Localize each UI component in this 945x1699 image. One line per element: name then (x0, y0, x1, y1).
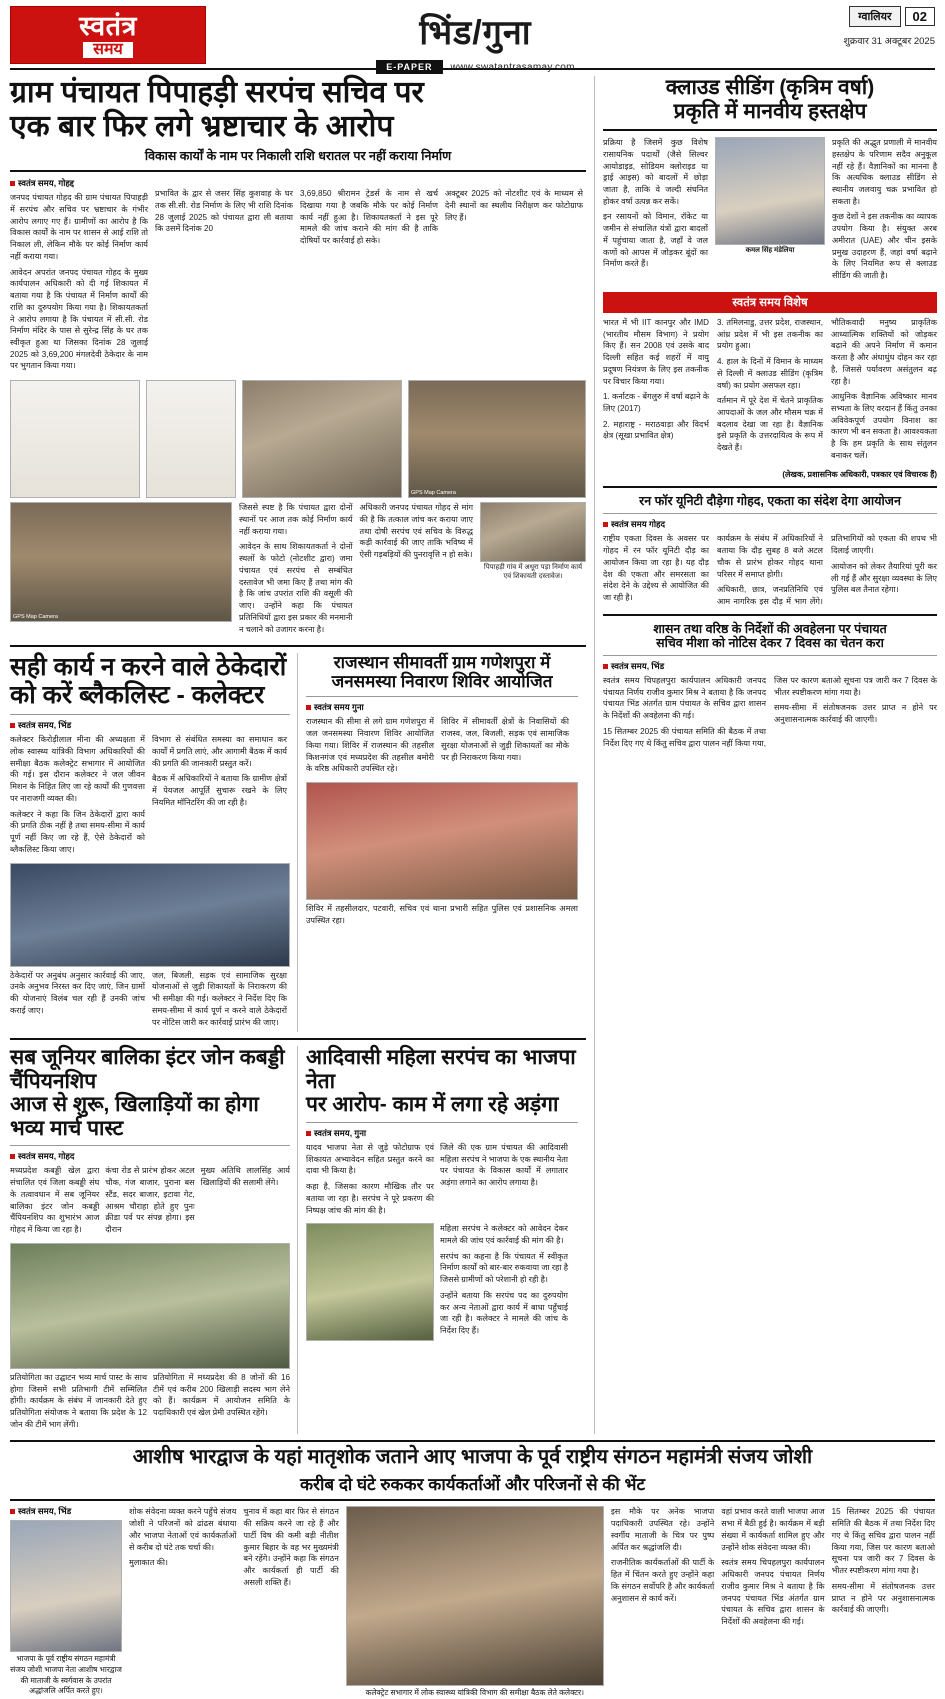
story2-byline-text: स्वतंत्र समय, भिंड (18, 720, 72, 731)
bottom-col3 (611, 1506, 714, 1699)
story5-para-5: सरपंच का कहना है कि पंचायत में स्वीकृत निर्माण कार्यों को बार-बार रुकवाया जा रहा है जिससे ग्रामीणों को परेशानी हो रही है। (440, 1251, 568, 1285)
right3-headline-line2: सचिव मीशा को नोटिस देकर 7 दिवस का चेतन करा (656, 635, 884, 650)
bullet-icon (603, 664, 608, 669)
lead-text-col2 (155, 188, 293, 235)
story2-para-1: कलेक्टर किरोड़ीलाल मीना की अध्यक्षता में लोक स्वास्थ्य यांत्रिकी विभाग अधिकारियों की समीक्षा बैठक कलेक्ट्रेट सभागार में आयोजित की गई। इस दौरान कलेक्टर ने जल जीवन मिशन के निहित लिए जा रहे कार्यों की गुणवत्ता पर नाराजगी व्यक्त की। (10, 735, 145, 803)
right3-para-1: स्वतंत्र समय चिपहलपुरा कार्यपालन अधिकारी जनपद पंचायत निर्णय राजीव कुमार मिश्र ने बताया है कि जनपद पंचायत भिंड अंतर्गत ग्राम पंचायत के सचिव द्वारा शासन के निर्देशों की अवहेलना की गई। (603, 675, 766, 721)
story2-col1 (10, 734, 145, 859)
bottom-para-8: समय-सीमा में संतोषजनक उत्तर प्राप्त न होने पर अनुशासनात्मक कार्रवाई की जाएगी। (831, 1581, 935, 1615)
story3-para-3: शिविर में तहसीलदार, पटवारी, सचिव एवं थाना प्रभारी सहित पुलिस एवं प्रशासनिक अमला उपस्थित रहा। (306, 904, 578, 925)
right3-body (603, 675, 937, 749)
lead-para-5: अक्टूबर 2025 को नोटशीट एवं के माध्यम से देनी स्थानों का स्थलीय निरीक्षण कर फोटोग्राफ लिए हैं। (445, 189, 583, 222)
article-cloud-seeding (603, 76, 937, 480)
story2-para-4: बैठक में अधिकारियों ने बताया कि ग्रामीण क्षेत्रों में पेयजल आपूर्ति सुचारू रखने के लिए नियमित मॉनिटरिंग की जा रही है। (152, 774, 287, 807)
right2-body (603, 533, 937, 607)
story4-photo-players (10, 1243, 290, 1369)
right-para-11: भौतिकवादी मनुष्य प्राकृतिक आध्यात्मिक शक्तियों को जोड़कर बढ़ाने की अपने निर्माण में कमान करता है और अंधाधुंध दोहन कर रहा है, जिससे पर्यावरण असंतुलन बढ़ रहा है। (831, 317, 937, 386)
story4-col5 (153, 1372, 290, 1435)
lead-headline-line2: एक बार फिर लगे भ्रष्टाचार के आरोप (10, 109, 394, 143)
right2-para-4: आयोजन को लेकर तैयारियां पूरी कर ली गई हैं और सुरक्षा व्यवस्था के लिए पुलिस बल तैनात रहेगा। (831, 561, 937, 595)
story2-headline-line2: को करें ब्लैकलिस्ट - कलेक्टर (10, 681, 265, 710)
lead-photo-site (408, 380, 586, 498)
story2-col4 (152, 970, 287, 1033)
bottom-caption-mid: मुलाकात की। (129, 1558, 168, 1568)
bottom-col5 (832, 1506, 935, 1699)
right2-para-2: कार्यक्रम के संबंध में अधिकारियों ने बताया कि दौड़ सुबह 8 बजे अटल चौक से प्रारंभ होकर गोहद थाना परिसर में समाप्त होगी। (717, 534, 823, 579)
lead-text-col3 (300, 188, 438, 247)
newspaper-page (0, 6, 945, 1698)
bullet-icon (10, 1154, 15, 1159)
story5-para-2: कहा है, जिसका कारण मौखिक तौर पर बताया जा रहा है। सरपंच ने पूरे प्रकरण की निष्पक्ष जांच की मांग की है। (306, 1182, 434, 1215)
story5-col2 (440, 1142, 568, 1220)
story4-col1 (10, 1165, 99, 1239)
right3-byline (603, 661, 937, 672)
lead-para-6: जिससे स्पष्ट है कि पंचायत द्वारा दोनों स्थानों पर आज तक कोई निर्माण कार्य नहीं कराया गया। (239, 503, 353, 536)
masthead (10, 6, 935, 73)
story5-byline-text: स्वतंत्र समय, गुना (314, 1127, 367, 1138)
bottom-content (10, 1506, 935, 1699)
bottom-photo-left (10, 1520, 122, 1652)
story5-para-3: जिले की एक ग्राम पंचायत की आदिवासी महिला सरपंच ने भाजपा के एक स्थानीय नेता पर पंचायत के विकास कार्यों में लगातार अड़ंगा लगाने का आरोप लगाया है। (440, 1142, 568, 1188)
left-column (10, 76, 586, 1434)
lead-text-col4 (445, 188, 583, 223)
right3-byline-text: स्वतंत्र समय, भिंड (611, 660, 665, 671)
bullet-icon (306, 1131, 311, 1136)
bottom-subhead: करीब दो घंटे रुककर कार्यकर्ताओं और परिजनों से की भेंट (299, 1475, 646, 1495)
right3-columns (603, 675, 937, 749)
issue-date: शुक्रवार 31 अक्टूबर 2025 (843, 36, 935, 47)
epaper-bar (206, 60, 745, 74)
bottom-para-2: चुनाव में कहा बार फिर से संगठन की सक्रिय करने जा रहे हैं और पार्टी विष की कमी बड़ी नीतीश कुमार बिहार के वह भर मुख्यमंत्री बने रहेंगे। उन्होंने कहा कि संगठन और कार्यकर्ता ही पार्टी की असली शक्ति हैं। (243, 1507, 339, 1587)
story3-byline (306, 702, 578, 713)
author-credit: (लेखक, प्रशासनिक अधिकारी, पत्रकार एवं विचारक हैं) (782, 469, 937, 479)
story3-headline: राजस्थान सीमावर्ती ग्राम गणेशपुरा में जनसमस्या निवारण शिविर आयोजित (331, 653, 553, 692)
right-body-columns (603, 317, 937, 466)
article-run-for-unity (603, 494, 937, 607)
page-content (10, 76, 935, 1434)
story-sarpanch (306, 1046, 578, 1434)
lead-para-1: जनपद पंचायत गोहद की ग्राम पंचायत पिपाहड़ी में सरपंच और सचिव पर भ्रष्टाचार के गंभीर आरोप लगाए गए हैं। ग्रामीणों का आरोप है कि विकास कार्यों के नाम पर शासन से आई राशि तो निकाल ली, लेकिन मौके पर कोई निर्माण कार्य नहीं कराया गया। (10, 193, 148, 261)
story2-byline (10, 720, 290, 731)
story2-para-5: ठेकेदारों पर अनुबंध अनुसार कार्रवाई की जाए, उनके अनुभव निरस्त कर दिए जाएं, जिन ग्रामों की योजनाएं विलंब चल रही हैं उनकी जांच कराई जाए। (10, 970, 145, 1015)
bottom-col4 (721, 1506, 824, 1699)
masthead-right (745, 6, 935, 68)
logo-sub-text: समय (83, 42, 133, 58)
right2-columns (603, 533, 937, 607)
bottom-para-1: शोक संवेदना व्यक्त करने पहुँचे संजय जोशी ने परिजनों को ढांढस बंधाया और भाजपा नेताओं एवं कार्यकर्ताओं से करीब दो घंटे तक चर्चा की। (129, 1507, 237, 1552)
bullet-icon (10, 1509, 15, 1514)
logo-main-text: स्वतंत्र (79, 10, 137, 41)
right-para-8: 3. तमिलनाडु, उत्तर प्रदेश, राजस्थान, आंध्र प्रदेश में भी इस तकनीक का प्रयोग हुआ। (717, 317, 823, 351)
story5-headline-line1: आदिवासी महिला सरपंच का भाजपा नेता (306, 1046, 576, 1093)
story4-col4 (10, 1372, 147, 1435)
bottom-para-7: 15 सितम्बर 2025 की पंचायत समिति की बैठक में तथा निर्देश दिए गए थे किंतु सचिव द्वारा पालन नहीं किया गया, जिस पर कारण बताओ सूचना पत्र जारी कर 7 दिवस के भीतर स्पष्टीकरण मांगा गया है। (831, 1507, 935, 1576)
story2-para-3: विभाग से संबंधित समस्या का समाधान कर कार्यों में प्रगति लाएं, और आगामी बैठक में कार्य की प्रगति की जानकारी प्रस्तुत करें। (152, 735, 287, 768)
story2-col2 (152, 734, 287, 859)
story-camp (306, 653, 578, 1032)
story5-headline-line2: पर आरोप- काम में लगा रहे अड़ंगा (306, 1093, 559, 1117)
bullet-icon (10, 181, 15, 186)
bullet-icon (306, 705, 311, 710)
bottom-col1 (129, 1506, 236, 1699)
right3-headline-line1: शासन तथा वरिष्ठ के निर्देशों की अवहेलना पर पंचायत (653, 621, 887, 636)
story4-byline (10, 1151, 290, 1162)
bottom-para-4: राजनीतिक कार्यकर्ताओं की पार्टी के हित में चिंतन करते हुए उन्होंने कहा कि संगठन सर्वोपरि है और कार्यकर्ता अनुशासन से कार्य करें। (610, 1558, 715, 1603)
story2-para-6: जल, बिजली, सड़क एवं सामाजिक सुरक्षा योजनाओं से जुड़ी शिकायतों के निराकरण की भी समीक्षा की गई। कलेक्टर ने निर्देश दिए कि समय-सीमा में कार्य पूर्ण न करने वाले ठेकेदारों पर नोटिस जारी कर कार्रवाई प्रारंभ की जाए। (152, 970, 287, 1027)
story2-photo-meeting (10, 863, 290, 967)
bottom-para-6: स्वतंत्र समय चिपहलपुरा कार्यपालन अधिकारी जनपद पंचायत निर्णय राजीव कुमार मिश्र ने बताया है कि जनपद पंचायत भिंड अंतर्गत ग्राम पंचायत के सचिव द्वारा शासन के निर्देशों की अवहेलना की गई। (721, 1558, 825, 1627)
story3-col1 (306, 716, 434, 779)
author-name: कमल सिंह मंडेलिया (745, 247, 795, 255)
right-col3 (832, 137, 937, 286)
story2-headline-line1: सही कार्य न करने वाले ठेकेदारों (10, 653, 287, 682)
lead-text-col6 (360, 502, 474, 561)
right-para-12: आधुनिक वैज्ञानिक अविष्कार मानव सभ्यता के लिए वरदान हैं किंतु उनका अविवेकपूर्ण उपयोग विनाश का कारण भी बन सकता है। आवश्यकता है कि हम प्रकृति के साथ संतुलन बनाकर चलें। (831, 392, 937, 460)
lead-byline (10, 178, 148, 189)
lead-para-4: 3,69,850 श्रीरामन ट्रेडर्स के नाम से खर्च दिखाया गया है जबकि मौके पर कोई निर्माण कार्य नहीं हुआ है। शिकायतकर्ता ने इस पूरे मामले की जांच कराने की मांग की है ताकि दोषियों पर कार्रवाई हो सके। (300, 189, 438, 246)
author-photo (715, 137, 825, 245)
masthead-center (206, 6, 745, 73)
city-label: ग्वालियर (849, 6, 900, 27)
story4-col3 (201, 1165, 290, 1239)
story3-para-2: शिविर में सीमावर्ती क्षेत्रों के निवासियों की राजस्व, जल, बिजली, सड़क एवं सामाजिक सुरक्षा योजनाओं से जुड़ी शिकायतों का मौके पर ही निराकरण किया गया। (441, 717, 569, 762)
right-headline-line1: क्लाउड सीडिंग (कृत्रिम वर्षा) (665, 76, 875, 99)
right-para-4: कुछ देशों ने इस तकनीक का व्यापक उपयोग किया है। संयुक्त अरब अमीरात (UAE) और चीन इसके प्रमुख उदाहरण हैं, जहां वर्षा बढ़ाने के लिए नियमित रूप से क्लाउड सीडिंग की जाती है। (832, 212, 937, 281)
story5-para-4: महिला सरपंच ने कलेक्टर को आवेदन देकर मामले की जांच एवं कार्रवाई की मांग की है। (440, 1224, 568, 1245)
story4-para-1: मध्यप्रदेश कबड्डी खेल द्वारा संचालित एवं जिला कबड्डी संघ के तत्वावधान में सब जूनियर बालिका इंटर जोन कबड्डी चैंपियनशिप का शुभारंभ आज गोहद में किया जा रहा है। (10, 1166, 100, 1235)
story4-para-5: प्रतियोगिता में मध्यप्रदेश की 8 जोनों की 16 टीमें एवं करीब 200 खिलाड़ी सदस्य भाग लेने को हैं। कार्यक्रम में आयोजन समिति के पदाधिकारी एवं खेल प्रेमी उपस्थित रहेंगे। (153, 1372, 290, 1417)
story4-headline-line2: आज से शुरू, खिलाड़ियों का होगा भव्य मार्च पास्ट (10, 1093, 259, 1140)
bottom-photo-center (346, 1506, 604, 1686)
lead-para-2: आवेदन अपरांत जनपद पंचायत गोहद के मुख्य कार्यपालन अधिकारी को दी गई शिकायत में बताया गया है कि पंचायत में निर्माण कार्यों की राशि का दुरुपयोग किया गया है। शिकायतकर्ता ने आरोप लगाया है कि पंचायत में सी.सी. रोड निर्माण मंदिर के पास से सुरेन्द्र सिंह के घर तक स्वीकृत हुआ था जिसका दिनांक 28 जुलाई 2025 को 3,69,200 मंगलदेवी ठेकेदार के नाम पर भुगतान किया गया। (10, 267, 148, 371)
right-para-2: इन रसायनों को विमान, रॉकेट या जमीन से संचालित यंत्रों द्वारा बादलों में पहुंचाया जाता है, जहाँ वे जल कणों को आपस में जोड़कर बूंदों का निर्माण करते हैं। (603, 212, 708, 269)
website-url[interactable]: www.swatantrasamay.com (450, 61, 575, 73)
story5-para-6: उन्होंने बताया कि सरपंच पद का दुरुपयोग कर अन्य नेताओं द्वारा कार्य में बाधा पहुँचाई जा रही है। कलेक्टर ने मामले की जांच के निर्देश दिए हैं। (440, 1290, 568, 1336)
right2-para-3: अधिकारी, छात्र, जनप्रतिनिधि एवं आम नागरिक इस दौड़ में भाग लेंगे। प्रतिभागियों को एकता की शपथ भी दिलाई जाएगी। (717, 534, 937, 607)
right-col1 (603, 137, 708, 286)
right2-byline-text: स्वतंत्र समय गोहद (611, 519, 666, 530)
lead-photo-document-2 (146, 380, 236, 498)
bottom-headline: आशीष भारद्वाज के यहां मातृशोक जताने आए भाजपा के पूर्व राष्ट्रीय संगठन महामंत्री संजय जोशी (132, 1446, 813, 1469)
bottom-story (10, 1440, 935, 1501)
story4-col2 (105, 1165, 194, 1239)
lead-photo-large (10, 502, 232, 622)
lead-text-col1 (10, 192, 148, 372)
lead-photo-caption: पिपाहड़ी गांव में अधूरा पड़ा निर्माण कार्य एवं शिकायती दस्तावेज। (483, 564, 583, 580)
right-para-5: भारत में भी IIT कानपुर और IMD (भारतीय मौसम विभाग) ने प्रयोग किए हैं। सन 2008 एवं उसके बाद दिल्ली सहित कई शहरों में वायु प्रदूषण नियंत्रण के लिए इस तकनीक पर विचार किया गया। (603, 317, 709, 386)
bottom-byline-text: स्वतंत्र समय, भिंड (18, 1506, 72, 1517)
story2-para-2: कलेक्टर ने कहा कि जिन ठेकेदारों द्वारा कार्य की प्रगति ठीक नहीं है तथा समय-सीमा में कार्य पूर्ण नहीं किए जा रहे हैं, ऐसे ठेकेदारों को ब्लैकलिस्ट किया जाए। (10, 809, 145, 854)
story5-para-1: यादव भाजपा नेता से जुड़े फोटोग्राफ एवं शिकायत अभ्यावेदन सहित प्रस्तुत करने का दावा भी किया है। (306, 1142, 434, 1176)
story4-para-3: मुख्य अतिथि लालसिंह आर्य खिलाड़ियों की सलामी लेंगे। (200, 1166, 290, 1188)
story3-col2 (441, 716, 569, 779)
bottom-para-3: इस मौके पर अनेक भाजपा पदाधिकारी उपस्थित रहे। उन्होंने स्वर्गीय माताजी के चित्र पर पुष्प अर्पित कर श्रद्धांजलि दी। (610, 1507, 715, 1552)
lead-byline-text: स्वतंत्र समय, गोहद्द (18, 178, 75, 189)
lead-photo-watermark: GPS Map Camera (411, 490, 456, 497)
lead-photo-small (480, 502, 586, 562)
story4-para-2: कंचा रोड से प्रारंभ होकर अटल चौक, गंज बाजार, पुराना बस स्टैंड, सदर बाजार, इटावा गेट, आश्रम चौराहा होते हुए पुनः क्रीडा पर्व पर संपन्न होगा। इस दौरान (105, 1166, 195, 1235)
bottom-col2 (243, 1506, 338, 1699)
page-number: 02 (905, 7, 935, 26)
lead-text-col5 (239, 502, 353, 635)
city-page-row (849, 6, 935, 27)
story5-byline (306, 1128, 578, 1139)
story3-photo-camp (306, 782, 578, 900)
epaper-badge[interactable]: E-PAPER (376, 60, 442, 74)
story5-photo-sarpanch (306, 1223, 434, 1341)
right2-headline: रन फॉर यूनिटी दौड़ेगा गोहद, एकता का संदेश देगा आयोजन (639, 494, 901, 509)
bottom-caption-left: भाजपा के पूर्व राष्ट्रीय संगठन महामंत्री संजय जोशी भाजपा नेता आशीष भारद्वाज की माताजी के स्वर्गवास के उपरांत अद्धांजलि अर्पित करते हुए। (10, 1654, 122, 1696)
right-headline-line2: प्रकृति में मानवीय हस्तक्षेप (673, 99, 867, 123)
right-para-1: प्रक्रिया है जिसमें कुछ विशेष रासायनिक पदार्थों (जैसे सिल्वर आयोडाइड, सोडियम क्लोराइड या ड्राई आइस) को बादलों में छोड़ा जाता है, ताकि वे जल्दी संघनित होकर वर्षा उत्पन्न कर सकें। (603, 138, 708, 206)
story3-col3 (306, 903, 578, 926)
right-para-6: 1. कर्नाटक - बेंगलुरु में वर्षा बढ़ाने के लिए (2017) (603, 392, 709, 413)
story2-col3 (10, 970, 145, 1033)
right2-byline (603, 519, 937, 530)
lead-para-7: आवेदन के साथ शिकायतकर्ता ने दोनों स्थलों के फोटो (नोटशीट द्वारा) जमा पंचायत एवं सरपंच से सम्बंधित दस्तावेज भी जमा किए हैं तथा मांग की है कि जांच उपरांत राशि की वसूली की जाए। उन्होंने कहा कि पंचायत प्रतिनिधियों द्वारा इस प्रकार की मनमानी न चलाने को उजागर करना है। (239, 542, 353, 634)
article-notice (603, 622, 937, 749)
right3-para-3: समय-सीमा में संतोषजनक उत्तर प्राप्त न होने पर अनुशासनात्मक कार्रवाई की जाएगी। (774, 703, 937, 725)
right-para-7: 2. महाराष्ट्र - मराठवाड़ा और विदर्भ क्षेत्र (सूखा प्रभावित क्षेत्र) (603, 419, 709, 441)
publication-logo (10, 6, 206, 64)
bullet-icon (603, 522, 608, 527)
special-badge: स्वतंत्र समय विशेष (603, 292, 937, 313)
lead-story (10, 76, 586, 639)
lead-photo-document-1 (10, 380, 140, 498)
right-column (594, 76, 937, 1434)
story4-headline-line1: सब जूनियर बालिका इंटर जोन कबड्डी चैंपियनशिप (10, 1046, 285, 1093)
lead-photo-geotag: GPS Map Camera (13, 614, 58, 621)
bullet-icon (10, 723, 15, 728)
story4-para-4: प्रतियोगिता का उद्घाटन भव्य मार्च पास्ट के साथ होगा जिसमें सभी प्रतिभागी टीमें सम्मिलित होंगी। कार्यक्रम के संबंध में जानकारी देते हुए प्रतियोगिता संयोजक ने बताया कि प्रदेश के 12 जोन की टीमें भाग लेंगी। (10, 1372, 147, 1429)
bottom-byline (10, 1506, 122, 1517)
bottom-para-5: वहां प्रभाव करते वाली भाजपा आज सभा में बैठी हुई है। कार्यक्रम में बड़ी संख्या में कार्यकर्ता शामिल हुए और उन्होंने शोक संवेदना व्यक्त की। (721, 1507, 825, 1552)
right-body-flow (603, 317, 937, 466)
lead-headline-line1: ग्राम पंचायत पिपाहड़ी सरपंच सचिव पर (10, 76, 424, 109)
lead-para-8: अधिकारी जनपद पंचायत गोहद से मांग की है कि तत्काल जांच कर कराया जाए तथा दोषी सरपंच एवं सचिव के विरुद्ध कड़ी कार्रवाई की जाए ताकि भविष्य में ऐसी गड़बड़ियों की पुनरावृत्ति न हो सके। (359, 503, 473, 560)
bottom-caption-center: कलेक्ट्रेट सभागार में लोक स्वास्थ्य यांत्रिकी विभाग की समीक्षा बैठक लेते कलेक्टर। (365, 1688, 585, 1698)
story-blacklist (10, 653, 298, 1032)
right-para-10: वर्तमान में पूरे देश में चेतने प्राकृतिक आपदाओं के जल और मौसम चक्र में बदलाव देखा जा रहा है। वैज्ञानिक इसे प्रकृति के उत्तरदायित्व के रूप में देखते हैं। (717, 396, 823, 453)
lead-photo-road (242, 380, 402, 498)
right-para-3: प्रकृति की अद्भुत प्रणाली में मानवीय हस्तक्षेप के परिणाम सदैव अनुकूल नहीं रहे हैं। वैज्ञानिकों का मानना है कि अत्यधिक क्लाउड सीडिंग से स्थानीय जलवायु चक्र प्रभावित हो सकता है। (832, 138, 937, 206)
story5-col1 (306, 1142, 434, 1220)
edition-title: भिंड/गुना (419, 14, 532, 52)
story4-byline-text: स्वतंत्र समय, गोहद (18, 1151, 75, 1162)
lead-para-3: प्रभावित के द्वार से जसर सिंह कुशवाह के घर तक सी.सी. रोड निर्माण के लिए भी राशि दिनांक 28 जुलाई 2025 को पंचायत द्वारा ली बताया कि उसमें दिनांक 20 (155, 189, 293, 234)
story3-para-1: राजस्थान की सीमा से लगे ग्राम गणेशपुरा में जल जनसमस्या निवारण शिविर आयोजित किया गया। शिविर में राजस्थान की तहसील किशनगंज एवं मध्यप्रदेश की तहसील बमोरी के वरिष्ठ अधिकारी उपस्थित रहे। (306, 717, 434, 774)
right-para-9: 4. हाल के दिनों में विमान के माध्यम से दिल्ली में क्लाउड सीडिंग (कृत्रिम वर्षा) का प्रयोग असफल रहा। (717, 357, 823, 390)
right3-para-2: 15 सितम्बर 2025 की पंचायत समिति की बैठक में तथा निर्देश दिए गए थे किंतु सचिव द्वारा पालन नहीं किया गया, जिस पर कारण बताओ सूचना पत्र जारी कर 7 दिवस के भीतर स्पष्टीकरण मांगा गया है। (603, 675, 937, 748)
lead-subhead: विकास कार्यों के नाम पर निकाली राशि धरातल पर नहीं कराया निर्माण (144, 149, 452, 164)
story3-byline-text: स्वतंत्र समय गुना (314, 702, 364, 713)
story5-col3 (440, 1223, 568, 1341)
story-kabaddi (10, 1046, 298, 1434)
right2-para-1: राष्ट्रीय एकता दिवस के अवसर पर गोहद में रन फॉर यूनिटी दौड़ का आयोजन किया जा रहा है। यह दौड़ देश की एकता और समरसता का संदेश देने के उद्देश्य से आयोजित की जा रही है। (603, 534, 709, 603)
